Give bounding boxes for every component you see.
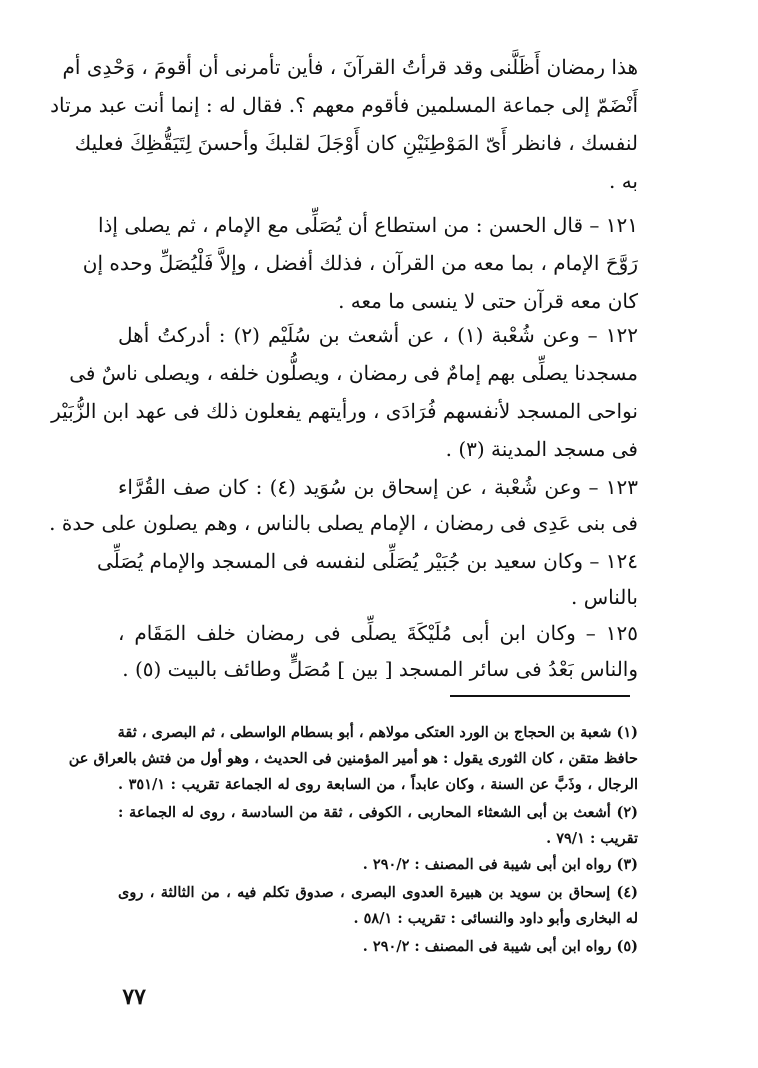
footnote-line: (٣) رواه ابن أبى شيبة فى المصنف : ٢٩٠/٢ . bbox=[362, 856, 638, 873]
body-line: مسجدنا يصلِّى بهم إمامٌ فى رمضان ، ويصلُّون خلفه ، ويصلى ناسٌ فى bbox=[69, 361, 638, 385]
footnote-line: (١) شعبة بن الحجاج بن الورد العتكى مولاهم ، أبو بسطام الواسطى ، ثم البصرى ، ثقة bbox=[117, 724, 638, 741]
body-line: والناس بَعْدُ فى سائر المسجد [ بين ] مُصَلٍّ وطائف بالبيت (٥) . bbox=[122, 657, 638, 681]
footnote-line: له البخارى وأبو داود والنسائى : تقريب : ٥٨/١ . bbox=[353, 910, 638, 927]
body-line: ١٢٤ – وكان سعيد بن جُبَيْر يُصَلِّى لنفسه فى المسجد والإمام يُصَلِّى bbox=[96, 549, 638, 573]
body-line: رَوَّحَ الإمام ، بما معه من القرآن ، فذلك أفضل ، وإلاَّ فَلْيُصَلِّ وحده إن bbox=[82, 251, 638, 275]
footnote-line: (٥) رواه ابن أبى شيبة فى المصنف : ٢٩٠/٢ . bbox=[362, 938, 638, 955]
footnote-divider bbox=[450, 695, 630, 697]
footnote-line: (٢) أشعث بن أبى الشعثاء المحاربى ، الكوفى ، ثقة من السادسة ، روى له الجماعة : bbox=[118, 804, 638, 821]
footnote-line: تقريب : ٧٩/١ . bbox=[546, 830, 638, 847]
body-line: لنفسك ، فانظر أَىّ المَوْطِنَيْنِ كان أَوْجَلَ لقلبكَ وأحسنَ لِتَيَقُّظِكَ فعليك bbox=[74, 131, 638, 155]
body-line: فى مسجد المدينة (٣) . bbox=[445, 437, 638, 461]
body-line: ١٢٣ – وعن شُعْبة ، عن إسحاق بن سُوَيد (٤) : كان صف القُرَّاء bbox=[118, 475, 638, 499]
body-line: بالناس . bbox=[570, 585, 638, 609]
footnote-line: الرجال ، وذَبَّ عن السنة ، وكان عابداً ، من السابعة روى له الجماعة تقريب : ٣٥١/١ . bbox=[118, 776, 638, 793]
page-number: ٧٧ bbox=[122, 984, 146, 1010]
footnote-line: حافظ متقن ، كان الثورى يقول : هو أمير المؤمنين فى الحديث ، وهو أول من فتش بالعراق عن bbox=[68, 750, 638, 767]
footnote-line: (٤) إسحاق بن سويد بن هبيرة العدوى البصرى ، صدوق تكلم فيه ، من الثالثة ، روى bbox=[118, 884, 638, 901]
body-line: ١٢٢ – وعن شُعْبة (١) ، عن أشعث بن سُلَيْم (٢) : أدركتُ أهل bbox=[118, 323, 638, 347]
body-line: كان معه قرآن حتى لا ينسى ما معه . bbox=[338, 289, 638, 313]
body-line: نواحى المسجد لأنفسهم فُرَادَى ، ورأيتهم يفعلون ذلك فى عهد ابن الزُّبَيْر bbox=[51, 399, 638, 423]
body-line: به . bbox=[608, 169, 638, 193]
body-line: فى بنى عَدِى فى رمضان ، الإمام يصلى بالناس ، وهم يصلون على حدة . bbox=[49, 511, 638, 535]
body-line: أَنْضَمّ إلى جماعة المسلمين فأقوم معهم ؟. فقال له : إنما أنت عبد مرتاد bbox=[50, 93, 638, 117]
body-line: ١٢٥ – وكان ابن أبى مُلَيْكَةَ يصلِّى فى رمضان خلف المَقَام ، bbox=[118, 621, 638, 645]
body-line: ١٢١ – قال الحسن : من استطاع أن يُصَلِّى مع الإمام ، ثم يصلى إذا bbox=[97, 213, 638, 237]
body-line: هذا رمضان أَظَلَّنى وقد قرأتُ القرآنَ ، فأين تأمرنى أن أقومَ ، وَحْدِى أم bbox=[62, 55, 638, 79]
